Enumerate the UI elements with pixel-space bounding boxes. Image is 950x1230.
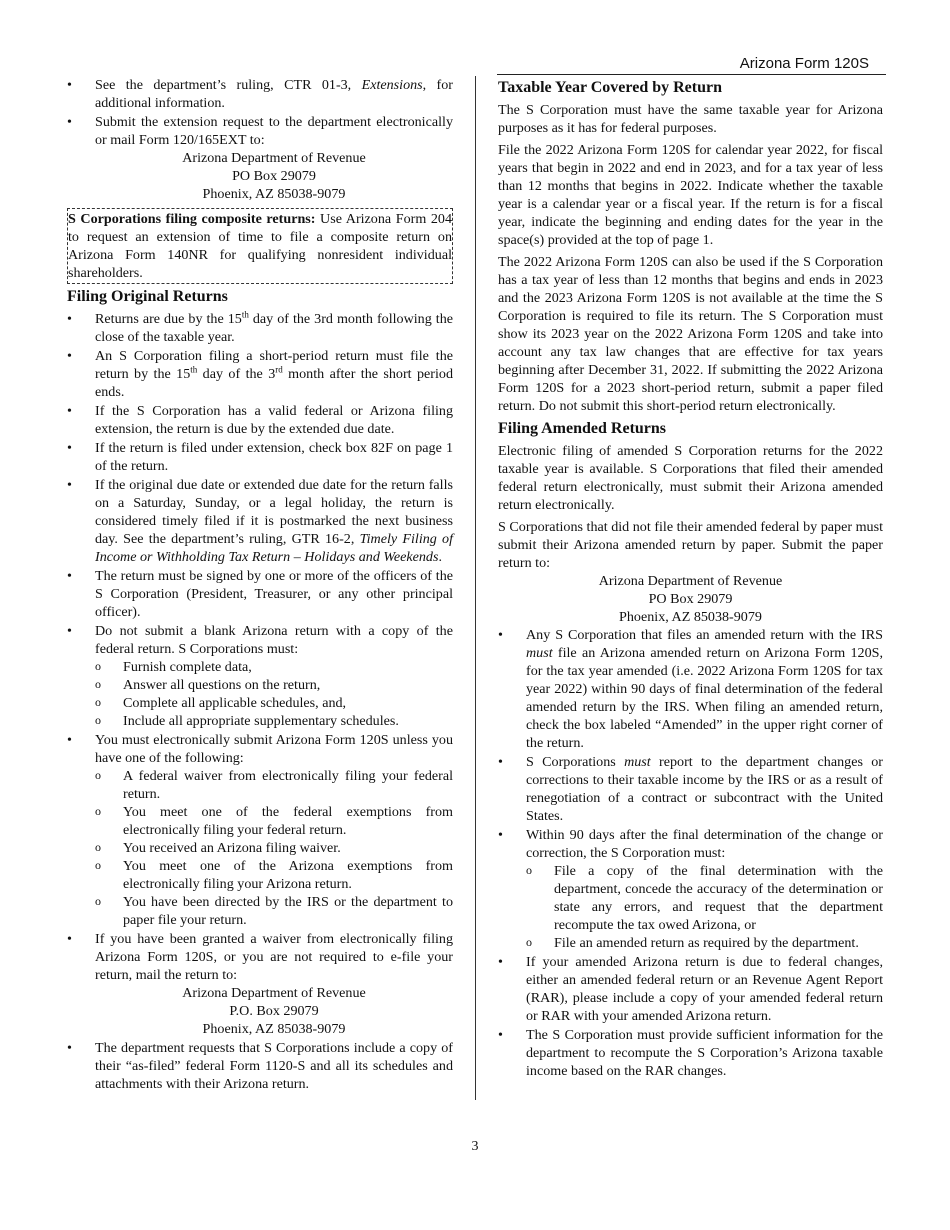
list-item: • Submit the extension request to the department electronically or mail Form 120/165EXT to: Arizona Department of Revenue PO Box 29079 Phoenix, AZ 85038-9079 xyxy=(67,113,453,203)
sub-list-item: o Complete all applicable schedules, and, xyxy=(95,694,453,712)
left-column xyxy=(67,76,453,1094)
sub-list xyxy=(526,862,883,952)
list-item: • If your amended Arizona return is due to federal changes, either an amended federal return or an Revenue Agent Report (RAR), please include a copy of your amended federal return or RAR with your amended Arizona return. xyxy=(498,953,883,1025)
list-item: • If you have been granted a waiver from electronically filing Arizona Form 120S, or you are not required to e-file your return, mail the return to: Arizona Department of Revenue P.O. Box 29079 Phoenix, AZ 85038-9079 xyxy=(67,930,453,1038)
sub-list-item: o Answer all questions on the return, xyxy=(95,676,453,694)
composite-returns-box: S Corporations filing composite returns: Use Arizona Form 204 to request an extension of time to file a composite return on Arizona Form 140NR for qualifying nonresident individual shareholders. xyxy=(67,208,453,284)
extension-bullets xyxy=(67,76,453,203)
list-item: • If the S Corporation has a valid federal or Arizona filing extension, the return is due by the extended due date. xyxy=(67,402,453,438)
list-item: • Do not submit a blank Arizona return with a copy of the federal return. S Corporations must: o Furnish complete data, o Answer all questions on the return, o Complete all applicable schedules, and, o Include all appropriate supplementary schedules. xyxy=(67,622,453,730)
sub-list-item: o File an amended return as required by the department. xyxy=(526,934,883,952)
section-heading: Taxable Year Covered by Return xyxy=(498,79,722,96)
sub-list-item: o You meet one of the federal exemptions from electronically filing your federal return. xyxy=(95,803,453,839)
list-item: • If the original due date or extended due date for the return falls on a Saturday, Sunday, or a legal holiday, the return is considered timely filed if it is postmarked the next business day. See the department’s ruling, GTR 16-2, Timely Filing of Income or Withholding Tax Return – Holidays and Weekends. xyxy=(67,476,453,566)
list-item: • Returns are due by the 15th day of the 3rd month following the close of the taxable year. xyxy=(67,310,453,346)
mailing-address: Arizona Department of Revenue PO Box 29079 Phoenix, AZ 85038-9079 xyxy=(182,150,366,202)
original-returns-list xyxy=(67,310,453,1093)
list-item: • An S Corporation filing a short-period return must file the return by the 15th day of the 3rd month after the short period ends. xyxy=(67,347,453,401)
list-item: • S Corporations must report to the department changes or corrections to their taxable income by the IRS or as a result of renegotiation of a contract or subcontract with the United States. xyxy=(498,753,883,825)
section-heading: Filing Amended Returns xyxy=(498,420,667,437)
list-item: • The S Corporation must provide sufficient information for the department to recompute the S Corporation’s Arizona taxable income based on the RAR changes. xyxy=(498,1026,883,1080)
form-title: Arizona Form 120S xyxy=(739,55,869,72)
list-item: • Within 90 days after the final determination of the change or correction, the S Corporation must: o File a copy of the final determination with the department, concede the accuracy of the determination or state any errors, and request that the department recompute the tax owed Arizona, or o File an amended return as required by the department. xyxy=(498,826,883,952)
list-item: • See the department’s ruling, CTR 01-3, Extensions, for additional information. xyxy=(67,76,453,112)
paragraph: The S Corporation must have the same taxable year for Arizona purposes as it has for federal purposes. xyxy=(498,102,883,136)
sub-list xyxy=(95,767,453,929)
list-item: • The return must be signed by one or more of the officers of the S Corporation (President, Treasurer, or any other principal officer). xyxy=(67,567,453,621)
sub-list-item: o You have been directed by the IRS or the department to paper file your return. xyxy=(95,893,453,929)
list-item: • If the return is filed under extension, check box 82F on page 1 of the return. xyxy=(67,439,453,475)
list-item: • The department requests that S Corporations include a copy of their “as-filed” federal Form 1120-S and all its schedules and attachments with their Arizona return. xyxy=(67,1039,453,1093)
paragraph: S Corporations that did not file their amended federal by paper must submit their Arizona amended return by paper. Submit the paper return to: xyxy=(498,519,883,571)
paragraph: The 2022 Arizona Form 120S can also be used if the S Corporation has a tax year of less than 12 months that begins and ends in 2023 and the 2023 Arizona Form 120S is not available at the time the S Corporation is required to file its return. The S Corporation must show its 2023 year on the 2022 Arizona Form 120S and take into account any tax law changes that are effective for tax years beginning after December 31, 2022. If submitting the 2022 Arizona Form 120S for a 2023 short-period return, submit a paper filed return. Do not submit this short-period return electronically. xyxy=(498,254,883,414)
paragraph: File the 2022 Arizona Form 120S for calendar year 2022, for fiscal years that begin in 2022 and end in 2023, and for a tax year of less than 12 months that begins in 2022. Indicate whether the taxable year is a calendar year or a fiscal year. If the return is for a fiscal year, indicate the beginning and ending dates for the year in the space(s) provided at the top of page 1. xyxy=(498,142,883,248)
list-item: • You must electronically submit Arizona Form 120S unless you have one of the following: o A federal waiver from electronically filing your federal return. o You meet one of the federal exemptions from electronically filing your federal return. o You received an Arizona filing waiver. o You meet one of the Arizona exemptions from electronically filing your Arizona return. o You have been directed by the IRS or the department to paper file your return. xyxy=(67,731,453,929)
section-heading: Filing Original Returns xyxy=(67,288,228,305)
mailing-address: Arizona Department of Revenue P.O. Box 29079 Phoenix, AZ 85038-9079 xyxy=(182,985,366,1037)
sub-list-item: o Include all appropriate supplementary schedules. xyxy=(95,712,453,730)
sub-list-item: o You received an Arizona filing waiver. xyxy=(95,839,453,857)
paragraph: Electronic filing of amended S Corporation returns for the 2022 taxable year is available. S Corporations that filed their amended federal return electronically, must submit their Arizona amended return electronically. xyxy=(498,443,883,513)
right-column xyxy=(498,76,883,1081)
page-number: 3 xyxy=(471,1139,479,1154)
sub-list-item: o A federal waiver from electronically filing your federal return. xyxy=(95,767,453,803)
sub-list xyxy=(95,658,453,730)
sub-list-item: o You meet one of the Arizona exemptions from electronically filing your Arizona return. xyxy=(95,857,453,893)
list-item: • Any S Corporation that files an amended return with the IRS must file an Arizona amended return on Arizona Form 120S, for the tax year amended (i.e. 2022 Arizona Form 120S for tax year 2022) within 90 days of final determination of the federal amended return by the IRS. When filing an amended return, check the box labeled “Amended” in the upper right corner of the return. xyxy=(498,626,883,752)
column-divider xyxy=(475,76,476,1100)
amended-returns-list xyxy=(498,626,883,1080)
sub-list-item: o Furnish complete data, xyxy=(95,658,453,676)
mailing-address: Arizona Department of Revenue PO Box 29079 Phoenix, AZ 85038-9079 xyxy=(598,573,783,625)
page-header xyxy=(497,55,886,75)
sub-list-item: o File a copy of the final determination with the department, concede the accuracy of the determination or state any errors, and request that the department recompute the tax owed Arizona, or xyxy=(526,862,883,934)
